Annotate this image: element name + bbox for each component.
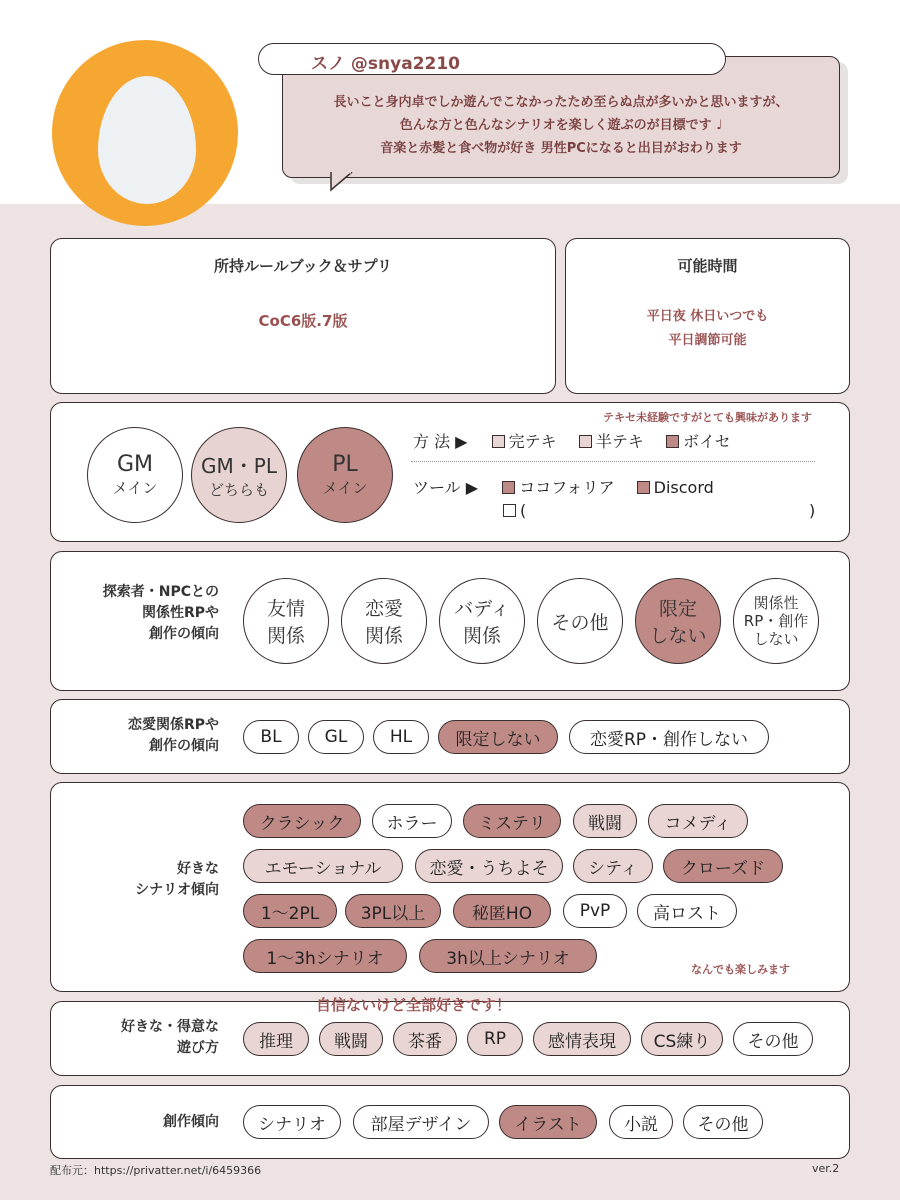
scenario-card [50,782,850,992]
checkbox-icon [503,504,516,517]
rulebooks-card [50,238,556,394]
relationship-card [50,551,850,691]
creation-other[interactable]: その他 [683,1105,763,1139]
scenario-1-2pl[interactable]: 1〜2PL [243,894,337,928]
role-pl-main-line1: PL [332,452,358,477]
romance-label: 恋愛関係RPや 創作の傾向 [127,717,219,754]
romance-hl[interactable]: HL [373,720,429,754]
availability-title: 可能時間 [677,257,738,275]
method-option-3[interactable]: ボイセ [666,432,731,451]
scenario-high-lost[interactable]: 高ロスト [637,894,737,928]
playstyle-note: 自信ないけど全部好きです！ [316,996,512,1014]
relationship-romance[interactable]: 恋愛 関係 [341,578,427,664]
relationship-unrestricted[interactable]: 限定 しない [635,578,721,664]
relationship-label: 探索者・NPCとの 関係性RPや 創作の傾向 [102,584,219,642]
role-card [50,402,850,542]
rulebooks-value: CoC6版.7版 [258,312,348,330]
tool-other-option[interactable]: ( [503,501,526,520]
scenario-1-3h[interactable]: 1〜3hシナリオ [243,939,407,973]
footer-version: ver.2 [812,1162,840,1175]
role-pl-main-line2: メイン [322,479,368,497]
scenario-3pl-plus[interactable]: 3PL以上 [345,894,441,928]
tool-option-2[interactable]: Discord [637,478,714,497]
playstyle-rp[interactable]: RP [467,1022,523,1056]
scenario-3h-plus[interactable]: 3h以上シナリオ [419,939,597,973]
scenario-city[interactable]: シティ [573,849,653,883]
scenario-note: なんでも楽しみます [691,963,790,976]
relationship-friendship[interactable]: 友情 関係 [243,578,329,664]
playstyle-cs[interactable]: CS練り [641,1022,723,1056]
availability-card [565,238,850,394]
romance-unrestricted[interactable]: 限定しない [438,720,558,754]
checkbox-icon [492,435,505,448]
tool-label: ツール ▶ [413,478,479,497]
checkbox-icon [579,435,592,448]
creation-room-design[interactable]: 部屋デザイン [353,1105,489,1139]
role-gm-pl-both[interactable] [191,427,287,523]
scenario-comedy[interactable]: コメディ [648,804,748,838]
scenario-emotional[interactable]: エモーショナル [243,849,403,883]
checkbox-icon [666,435,679,448]
availability-line-2: 平日調節可能 [668,333,747,348]
playstyle-banter[interactable]: 茶番 [393,1022,457,1056]
romance-gl[interactable]: GL [308,720,364,754]
method-label: 方 法 ▶ [413,432,468,451]
creation-novel[interactable]: 小説 [609,1105,673,1139]
scenario-horror[interactable]: ホラー [372,804,452,838]
romance-none[interactable]: 恋愛RP・創作しない [569,720,769,754]
scenario-classic[interactable]: クラシック [243,804,361,838]
creation-card [50,1085,850,1159]
tool-option-1[interactable]: ココフォリア [502,478,614,497]
relationship-buddy[interactable]: バディ 関係 [439,578,525,664]
scenario-secret-ho[interactable]: 秘匿HO [453,894,551,928]
scenario-mystery[interactable]: ミステリ [463,804,561,838]
romance-card [50,699,850,774]
relationship-none[interactable]: 関係性 RP・創作 しない [733,578,819,664]
scenario-closed[interactable]: クローズド [663,849,783,883]
role-both-line1: GM・PL [201,454,277,478]
romance-bl[interactable]: BL [243,720,299,754]
role-note: テキセ未経験ですがとても興味があります [603,411,812,424]
availability-line-1: 平日夜 休日いつでも [646,309,769,324]
role-gm-main[interactable] [87,427,183,523]
name-plate [258,43,726,75]
role-gm-main-line2: メイン [112,479,158,497]
playstyle-other[interactable]: その他 [733,1022,813,1056]
dotted-divider [411,461,815,462]
checkbox-icon [637,481,650,494]
bubble-tail [330,172,356,192]
playstyle-combat[interactable]: 戦闘 [319,1022,383,1056]
method-option-2[interactable]: 半テキ [579,432,644,451]
intro-line-1: 長いこと身内卓でしか遊んでこなかったため至らぬ点が多いかと思いますが、 [333,95,789,110]
playstyle-emotion[interactable]: 感情表現 [533,1022,631,1056]
rulebooks-title: 所持ルールブック＆サプリ [213,257,393,275]
intro-line-2: 色んな方と色んなシナリオを楽しく遊ぶのが目標です ♩ [399,118,723,133]
relationship-other[interactable]: その他 [537,578,623,664]
method-option-1[interactable]: 完テキ [492,432,557,451]
scenario-pvp[interactable]: PvP [563,894,627,928]
profile-name: スノ @snya2210 [311,54,461,74]
scenario-label: 好きな シナリオ傾向 [135,861,219,898]
playstyle-deduction[interactable]: 推理 [243,1022,309,1056]
intro-line-3: 音楽と赤髪と食べ物が好き 男性PCになると出目がおわります [380,141,742,156]
playstyle-label: 好きな・得意な 遊び方 [121,1019,219,1056]
creation-scenario[interactable]: シナリオ [243,1105,341,1139]
role-gm-main-line1: GM [116,452,154,477]
checkbox-icon [502,481,515,494]
role-pl-main[interactable] [297,427,393,523]
scenario-combat[interactable]: 戦闘 [573,804,637,838]
role-both-line2: どちらも [208,481,269,499]
tool-other-close: ) [809,501,816,520]
footer-source: 配布元：https://privatter.net/i/6459366 [50,1164,262,1177]
scenario-romance-uchiyoso[interactable]: 恋愛・うちよそ [415,849,563,883]
creation-illustration[interactable]: イラスト [499,1105,597,1139]
creation-label: 創作傾向 [163,1114,219,1130]
